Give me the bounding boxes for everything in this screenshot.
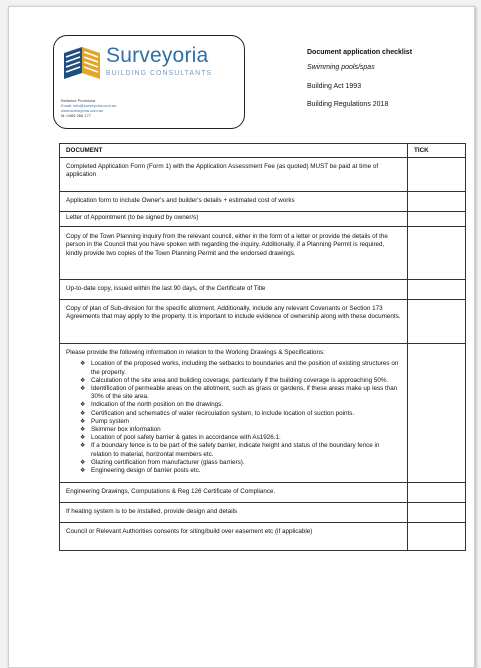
row-text: Letter of Appointment (to be signed by owner/s) [60,212,408,227]
building-regulations: Building Regulations 2018 [307,101,389,108]
row-text: Completed Application Form (Form 1) with the Application Assessment Fee (as quoted) MUST be paid at time of application [60,158,408,192]
table-row [60,192,466,212]
diamond-bullet-icon: ❖ [80,377,86,384]
tick-cell[interactable] [408,344,466,483]
requirements-list [66,360,401,475]
table-row [60,212,466,227]
diamond-bullet-icon: ❖ [80,386,86,393]
checklist-header [307,47,472,110]
table-row [60,483,466,503]
tick-cell[interactable] [408,192,466,212]
contact-website[interactable]: www.surveyoria.com.au [61,108,104,113]
row-text: Council or Relevant Authorities consents for siting/build over easement etc (if applicable) [60,523,408,551]
list-item: ❖ Glazing certification from manufacturer (glass barriers). [80,458,245,466]
row-text: Copy of plan of Sub-division for the specific allotment. Additionally, include any relevant Covenants or Section 173 Agreements that may apply to the property. It is important to include evidence of ownership along with these documents. [60,300,408,344]
list-item: ❖ Pump system [80,417,130,425]
diamond-bullet-icon: ❖ [80,427,86,434]
table-row [60,344,466,483]
list-item: ❖ Indication of the north position on the drawings. [80,401,223,409]
tick-cell[interactable] [408,503,466,523]
document-page [8,6,475,668]
list-item: ❖ If a boundary fence is to be part of the safety barrier, indicate height and status of the boundary fence in relation to material, horizontal members etc. [80,442,380,458]
tick-cell[interactable] [408,227,466,280]
contact-phone: M: 0466 266 177 [61,113,92,118]
list-item: ❖ Skimmer box information [80,426,161,434]
building-act: Building Act 1993 [307,83,362,90]
tick-cell[interactable] [408,158,466,192]
diamond-bullet-icon: ❖ [80,361,86,368]
list-item: ❖ Calculation of the site area and building coverage, particularly if the building coverage is approaching 50%. [80,376,389,384]
diamond-bullet-icon: ❖ [80,459,86,466]
diamond-bullet-icon: ❖ [80,435,86,442]
diamond-bullet-icon: ❖ [80,443,86,450]
column-header-tick: TICK [408,144,466,158]
list-item: ❖ Location of pool safety barrier & gates in accordance with As1926.1. [80,434,281,442]
table-row [60,300,466,344]
contact-email[interactable]: Email: info@surveyoria.com.au [61,103,117,108]
tick-cell[interactable] [408,212,466,227]
logo-mark-icon [60,43,104,83]
table-row [60,158,466,192]
company-logo-box [53,35,245,129]
list-item: ❖ Certification and schematics of water recirculation system, to include location of suction points. [80,409,355,417]
brand-name: Surveyoria [106,44,209,67]
table-row [60,227,466,280]
row-text: Engineering Drawings, Computations & Reg 126 Certificate of Compliance. [60,483,408,503]
row-text: Copy of the Town Planning inquiry from the relevant council, either in the form of a letter or provide the details of the person in the Council that you have spoken with regarding the inquiry. Additionally, if a Planning Permit is required, kindly provide two copies of the Town Planning Permit and the endorsed drawings. [60,227,408,280]
list-item: ❖ Location of the proposed works, including the setbacks to boundaries and the position of existing structures on the property. [80,360,399,376]
list-item: ❖ Engineering design of barrier posts etc. [80,467,201,475]
row-text: If heating system is to be installed, provide design and details [60,503,408,523]
checklist-subtitle: Swimming pools/spas [307,64,375,71]
checklist-title: Document application checklist [307,49,413,56]
row-text: Application form to include Owner's and builder's details + estimated cost of works [60,192,408,212]
table-row [60,503,466,523]
table-row [60,523,466,551]
working-drawings-cell [60,344,408,483]
diamond-bullet-icon: ❖ [80,410,86,417]
brand-tagline: BUILDING CONSULTANTS [106,70,213,77]
tick-cell[interactable] [408,280,466,300]
tick-cell[interactable] [408,483,466,503]
table-header-row [60,144,466,158]
row-text: Please provide the following information in relation to the Working Drawings & Specifications: [66,349,325,357]
row-text: Up-to-date copy, issued within the last 90 days, of the Certificate of Title [60,280,408,300]
column-header-document: DOCUMENT [60,144,408,158]
contact-location: Bellarine Peninsula [61,98,96,103]
diamond-bullet-icon: ❖ [80,418,86,425]
tick-cell[interactable] [408,300,466,344]
diamond-bullet-icon: ❖ [80,402,86,409]
table-row [60,280,466,300]
checklist-table [59,143,466,551]
list-item: ❖ Identification of permeable areas on the allotment, such as grass or gardens, if these areas make up less than 30% of the site area. [80,385,398,401]
tick-cell[interactable] [408,523,466,551]
contact-details [61,98,116,118]
diamond-bullet-icon: ❖ [80,468,86,475]
